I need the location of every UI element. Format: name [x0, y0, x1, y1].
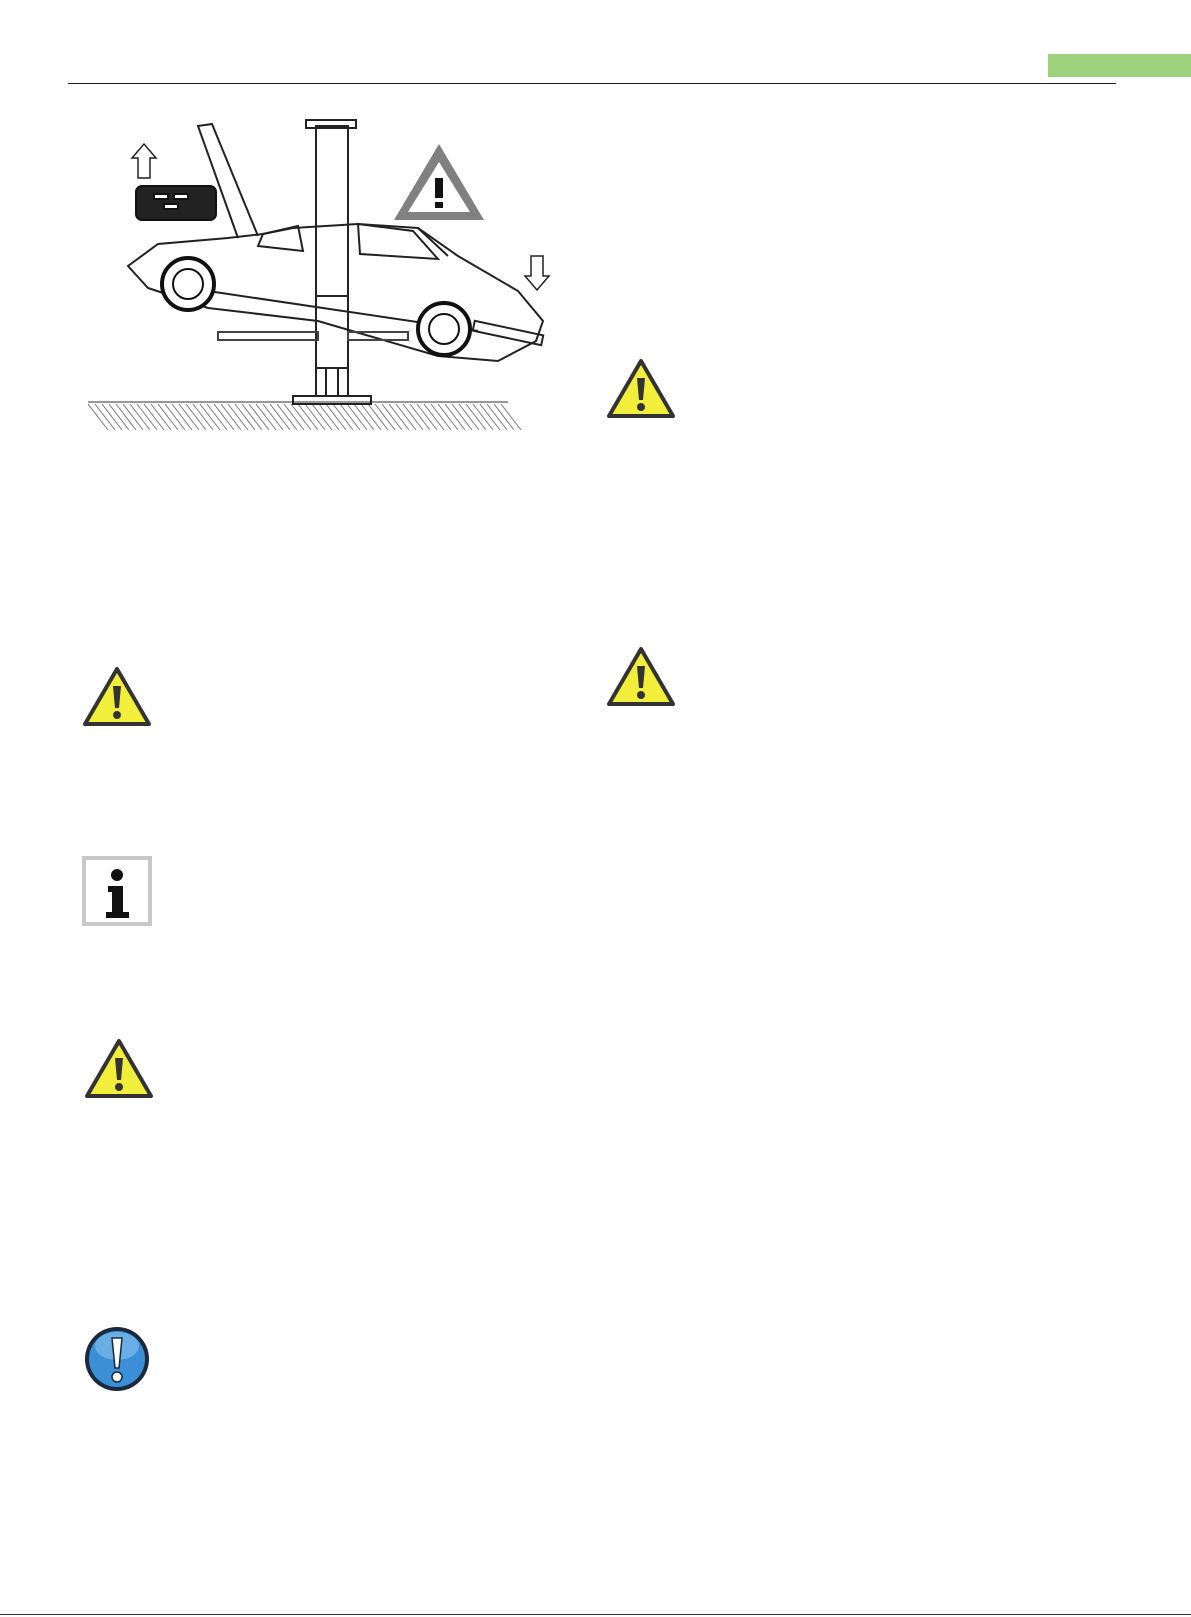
- warning-icon: [606, 646, 676, 708]
- lift-column: [293, 120, 371, 404]
- car: [128, 124, 543, 361]
- header-green-tab: [1048, 54, 1191, 77]
- engine-block: [136, 186, 216, 220]
- header-rule: [68, 83, 1116, 84]
- arrow-down-icon: [525, 256, 549, 290]
- warning-icon: [606, 358, 676, 420]
- arrow-up-icon: [132, 144, 156, 178]
- warning-triangle-grey-icon: [394, 144, 484, 220]
- footer-rule: [0, 1614, 1191, 1615]
- attention-icon: [82, 1324, 152, 1394]
- car-lift-illustration: [88, 116, 572, 434]
- info-icon: [82, 856, 152, 926]
- ground-hatch: [88, 402, 521, 430]
- warning-icon: [84, 1038, 154, 1100]
- warning-icon: [82, 666, 152, 728]
